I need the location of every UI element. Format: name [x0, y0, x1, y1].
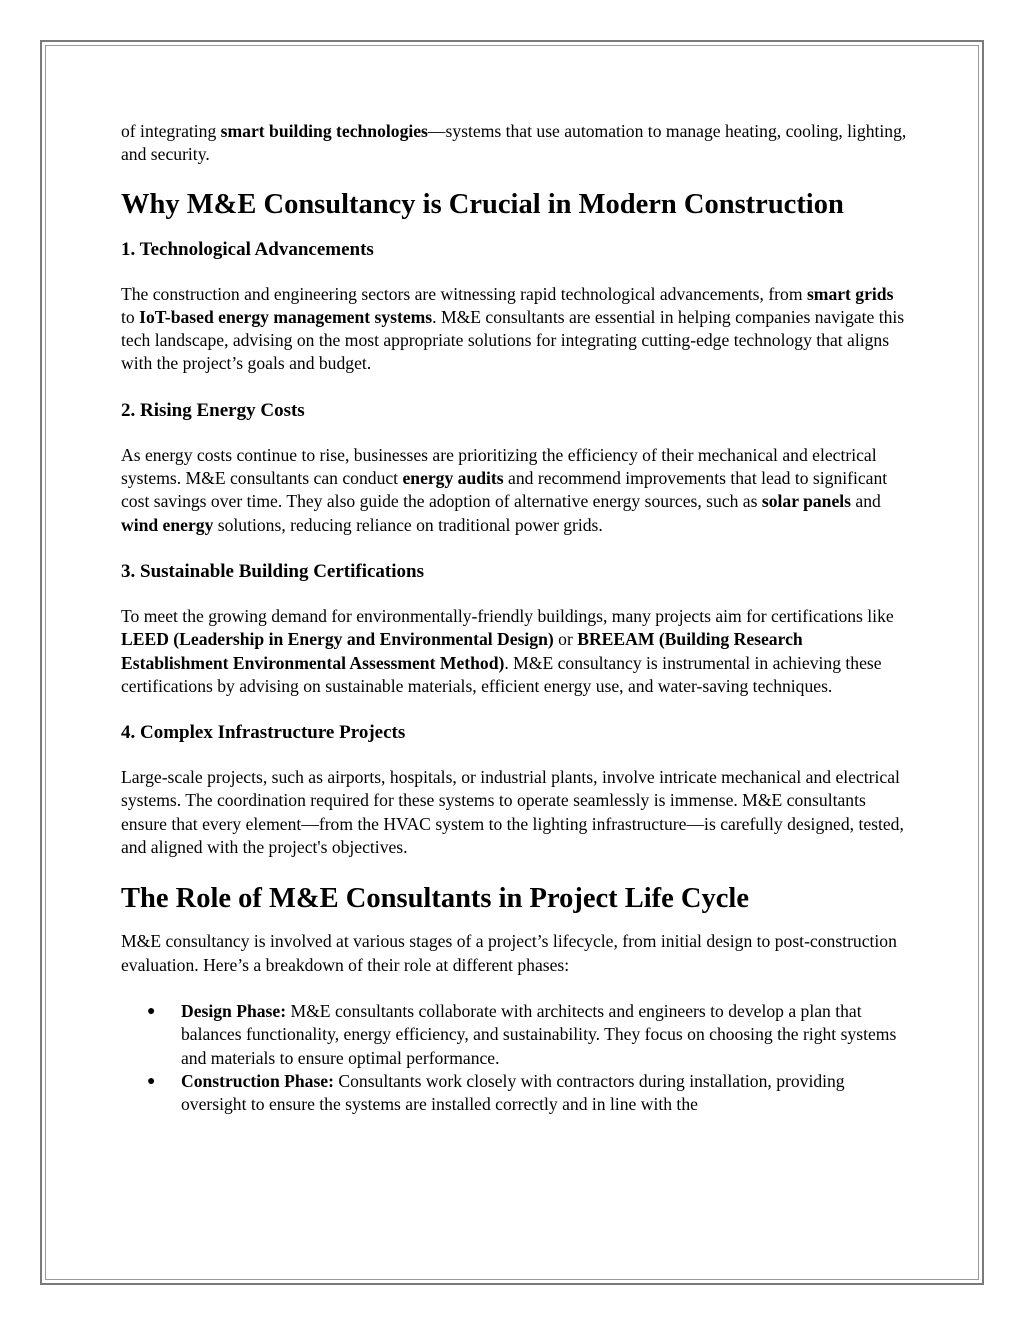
bullet-icon: ●: [147, 1003, 156, 1019]
section-text: and recommend improvements that lead to significant cost savings over time. They also guide the adoption of alternative energy sources, such as: [121, 468, 888, 512]
bullet-icon: ●: [147, 1073, 156, 1089]
phase-text: M&E consultants collaborate with architects and engineers to develop a plan that balances functionality, energy efficiency, and sustainability. They focus on choosing the right systems and materials to ensure optimal performance.: [181, 1000, 897, 1068]
phase-label: Construction Phase:: [181, 1070, 334, 1091]
list-item-construction-phase: [121, 1070, 911, 1117]
section-bold: smart grids: [806, 283, 894, 304]
heading-why-me-consultancy: Why M&E Consultancy is Crucial in Modern Construction: [121, 188, 844, 220]
section-title-technological: 1. Technological Advancements: [121, 238, 374, 260]
section-paragraph-infrastructure: [121, 766, 911, 859]
section-text: The construction and engineering sectors are witnessing rapid technological advancements, from: [121, 283, 807, 304]
intro-paragraph: [121, 120, 911, 167]
role-intro-paragraph: M&E consultancy is involved at various stages of a project’s lifecycle, from initial design to post-construction evaluation. Here’s a breakdown of their role at different phases:: [121, 931, 897, 975]
section-paragraph-technological: [121, 283, 911, 376]
section-bold: wind energy: [121, 514, 214, 535]
section-title-energy-costs: 2. Rising Energy Costs: [121, 399, 305, 421]
section-title-certifications: 3. Sustainable Building Certifications: [121, 560, 424, 582]
section-bold: IoT-based energy management systems: [139, 306, 433, 327]
section-text: Large-scale projects, such as airports, hospitals, or industrial plants, involve intricate mechanical and electrical systems. The coordination required for these systems to operate seamlessly is immense. M&E consultants ensure that every element—from the HVAC system to the lighting infrastructure—is carefully designed, tested, and aligned with the project's objectives.: [121, 767, 904, 858]
document-content: [121, 120, 911, 1116]
phase-text: Consultants work closely with contractors during installation, providing oversight to ensure the systems are installed correctly and in line with the: [181, 1070, 845, 1115]
section-text: . M&E consultants are essential in helping companies navigate this tech landscape, advising on the most appropriate solutions for integrating cutting-edge technology that aligns with the project’s goals and budget.: [121, 306, 905, 374]
section-text: and: [851, 491, 881, 512]
intro-text-1: of integrating: [121, 121, 221, 141]
section-bold: solar panels: [761, 491, 852, 512]
section-paragraph-certifications: [121, 605, 911, 698]
section-bold: BREEAM (Building Research Establishment Environmental Assessment Method): [121, 629, 803, 673]
section-text: To meet the growing demand for environmentally-friendly buildings, many projects aim for certifications like: [121, 605, 894, 626]
section-text: As energy costs continue to rise, businesses are prioritizing the efficiency of their mechanical and electrical systems. M&E consultants can conduct: [121, 444, 877, 489]
intro-text-2: —systems that use automation to manage heating, cooling, lighting, and security.: [121, 121, 907, 165]
intro-bold-1: smart building technologies: [220, 121, 428, 141]
section-text: . M&E consultancy is instrumental in achieving these certifications by advising on sustainable materials, efficient energy use, and water-saving techniques.: [121, 652, 882, 696]
section-text: or: [553, 629, 578, 650]
section-paragraph-energy-costs: [121, 444, 911, 537]
phase-label: Design Phase:: [181, 1000, 287, 1021]
section-bold: energy audits: [402, 468, 504, 489]
section-bold: LEED (Leadership in Energy and Environmental Design): [121, 629, 554, 650]
list-item-design-phase: [121, 1000, 911, 1070]
section-text: to: [121, 306, 140, 327]
section-title-infrastructure: 4. Complex Infrastructure Projects: [121, 722, 406, 744]
section-text: solutions, reducing reliance on traditional power grids.: [213, 514, 603, 535]
phases-list: [121, 1000, 911, 1116]
heading-role-of-consultants: The Role of M&E Consultants in Project Life Cycle: [121, 883, 749, 915]
